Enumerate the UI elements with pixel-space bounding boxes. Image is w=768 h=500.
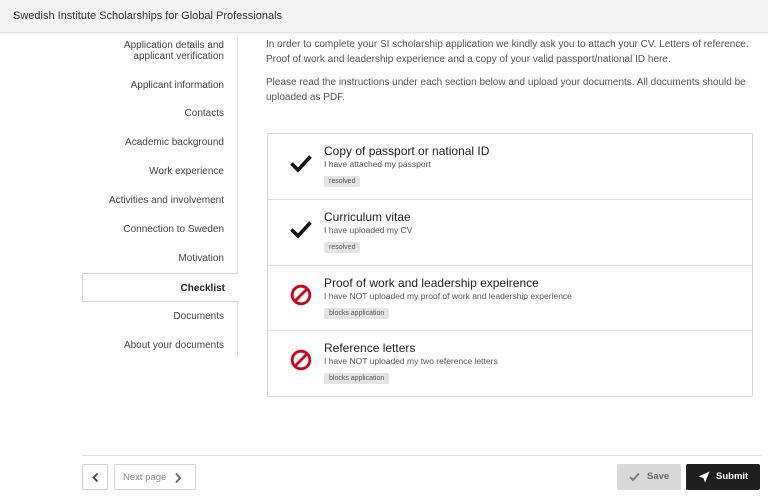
checklist-panel	[267, 133, 753, 397]
checklist-item-subtitle: I have NOT uploaded my two reference letters	[324, 356, 498, 366]
checkmark-icon	[290, 152, 312, 174]
instructions-paragraph: Please read the instructions under each section below and upload your documents. All documents should be uploaded as PDF.	[266, 77, 746, 103]
checklist-item	[268, 199, 752, 265]
sidebar-item-label: Academic background	[125, 137, 224, 148]
sidebar-item-connection-to-sweden[interactable]	[123, 224, 224, 235]
chevron-left-icon	[91, 472, 100, 483]
sidebar-item-label: Contacts	[184, 108, 224, 119]
sidebar-item-label: Work experience	[149, 166, 224, 177]
sidebar-item-label: applicant verification	[133, 51, 224, 62]
checklist-item-subtitle: I have NOT uploaded my proof of work and leadership experience	[324, 291, 572, 301]
sidebar-item-motivation[interactable]	[178, 253, 224, 264]
status-badge: blocks application	[324, 308, 389, 319]
sidebar-item-work-experience[interactable]	[149, 166, 224, 177]
sidebar-item-label: About your documents	[123, 340, 224, 351]
sidebar-nav	[82, 36, 238, 358]
submit-label: Submit	[716, 471, 749, 482]
submit-button[interactable]	[686, 464, 760, 490]
checklist-item-title: Reference letters	[324, 341, 416, 355]
sidebar-item-label: Motivation	[178, 253, 224, 264]
checklist-item	[268, 265, 752, 331]
sidebar-item-application-details[interactable]	[124, 40, 224, 62]
sidebar-item-documents[interactable]	[173, 311, 224, 322]
next-page-label: Next page	[123, 472, 167, 483]
previous-page-button[interactable]	[82, 464, 108, 490]
sidebar-divider	[237, 36, 238, 358]
sidebar-item-label: Applicant information	[130, 80, 224, 91]
sidebar-item-checklist[interactable]	[82, 273, 239, 302]
checklist-item-subtitle: I have uploaded my CV	[324, 225, 413, 235]
sidebar-item-label: Activities and involvement	[108, 195, 224, 206]
sidebar-item-contacts[interactable]	[185, 108, 224, 119]
sidebar-item-about-documents[interactable]	[124, 340, 224, 351]
footer-divider	[82, 455, 762, 456]
status-badge: blocks application	[324, 373, 389, 384]
status-badge: resolved	[324, 176, 360, 187]
status-badge: resolved	[324, 242, 360, 253]
save-button[interactable]	[617, 464, 681, 490]
prohibited-icon	[290, 349, 312, 371]
intro-paragraph: In order to complete your SI scholarship application we kindly ask you to attach your CV. Letters of reference. Proof of work and leadership experience and a copy of your valid passport/national ID here.	[266, 39, 749, 65]
send-icon	[698, 471, 710, 483]
sidebar-item-applicant-information[interactable]	[131, 80, 224, 91]
prohibited-icon	[290, 284, 312, 306]
checklist-item-title: Copy of passport or national ID	[324, 144, 490, 158]
sidebar-item-label: Connection to Sweden	[123, 224, 224, 235]
checklist-item	[268, 134, 752, 200]
top-header-bar	[0, 0, 768, 33]
chevron-right-icon	[173, 472, 183, 484]
checklist-item-title: Curriculum vitae	[324, 210, 411, 224]
checkmark-icon	[629, 472, 640, 482]
sidebar-item-activities[interactable]	[109, 195, 224, 206]
sidebar-item-label: Documents	[173, 311, 224, 322]
checklist-item-title: Proof of work and leadership expeirence	[324, 276, 539, 290]
sidebar-item-label: Checklist	[180, 283, 225, 294]
next-page-button[interactable]	[114, 464, 196, 490]
checklist-item-subtitle: I have attached my passport	[324, 159, 431, 169]
sidebar-item-academic-background[interactable]	[125, 137, 224, 148]
sidebar-item-label: Application details and	[123, 40, 224, 51]
checklist-item	[268, 330, 752, 396]
checkmark-icon	[290, 218, 312, 240]
save-label: Save	[647, 471, 670, 482]
main-content	[266, 38, 753, 105]
app-title: Swedish Institute Scholarships for Global Professionals	[13, 10, 283, 22]
